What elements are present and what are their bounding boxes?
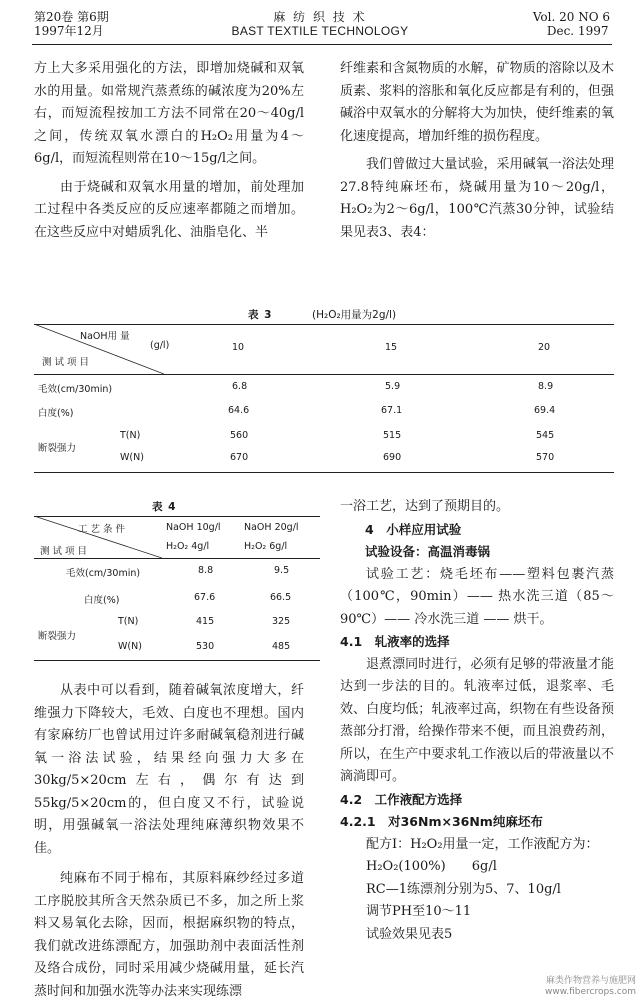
paragraph: 一浴工艺，达到了预期目的。 <box>340 499 510 514</box>
table3-row-label: 断裂强力 <box>38 443 77 454</box>
subsection-heading: 4.1 轧液率的选择 <box>340 634 450 649</box>
table4-row-label: 断裂强力 <box>38 631 77 642</box>
paragraph: 纤维素和含氮物质的水解，矿物质的溶除以及木质素、浆料的溶胀和氧化反应都是有利的，但强碱浴中双氧水的分解将大为加快，使纤维素的氧化速度提高，增加纤维的损伤程度。 <box>340 61 614 144</box>
left-column-top <box>34 58 304 244</box>
table4-corner-bottom: 测 试 项 目 <box>40 546 88 557</box>
table4-col-header: NaOH 20g/l <box>244 522 299 533</box>
table3-cell: 69.4 <box>534 405 556 416</box>
table3-col-header: 20 <box>538 342 551 353</box>
subsection-heading: 4.2 工作液配方选择 <box>340 791 463 807</box>
paragraph: 从表中可以看到，随着碱氧浓度增大，纤维强力下降较大，毛效、白度也不理想。国内有家麻纺厂也曾试用过许多耐碱氧稳剂进行碱氧一浴法试验，结果经向强力大多在30kg/5×20cm左右，偶尔有达到55kg/5×20cm的，但白度又不行，试验说明，用强碱氧一浴法处理纯麻薄织物效果不佳。 <box>34 683 304 856</box>
table4-cell: 67.6 <box>194 592 216 603</box>
issue-date: 1997年12月 <box>34 24 104 38</box>
paragraph: 由于烧碱和双氧水用量的增加，前处理加工过程中各类反应的反应速率都随之而增加。在这些反应中对蜡质乳化、油脂皂化、半 <box>34 179 304 240</box>
table3-header-rule <box>34 374 614 375</box>
table3-cell: 570 <box>536 452 555 463</box>
paragraph: 纯麻布不同于棉布，其原料麻纱经过多道工序脱胶其所含天然杂质已不多，加之所上浆料又易氧化去除，因而，根据麻织物的特点，我们就改进练漂配方，加强助剂中表面活性剂及络合成份，同时采用减少烧碱用量，延长汽蒸时间和加强水洗等办法来实现练漂 <box>34 871 304 999</box>
formula-line: RC—1练漂剂分别为5、7、10g/l <box>366 881 561 897</box>
paragraph: 我们曾做过大量试验，采用碱氧一浴法处理27.8特纯麻坯布，烧碱用量为10～20g/l，H₂O₂为2～6g/l，100℃汽蒸30分钟，试验结果见表3、表4： <box>340 157 614 240</box>
table3-col-header: 10 <box>232 342 245 353</box>
table4-cell: 66.5 <box>270 592 292 603</box>
table4-corner-top: 工 艺 条 件 <box>78 524 126 535</box>
right-column-top <box>340 58 614 244</box>
table3-row-label: 白度(%) <box>38 408 74 419</box>
table3-cell: 545 <box>536 430 555 441</box>
table4-cell: 530 <box>196 641 215 652</box>
table3-note: (H₂O₂用量为2g/l) <box>312 309 397 321</box>
right-column-bottom <box>340 496 614 946</box>
subsection-heading: 4.2.1 对36Nm×36Nm纯麻坯布 <box>340 814 543 829</box>
table3-cell: 515 <box>383 430 402 441</box>
table3-row-label: 毛效(cm/30min) <box>38 384 113 395</box>
table3-col-header: 15 <box>385 342 398 353</box>
paragraph: 退煮漂同时进行，必须有足够的带液量才能达到一步法的目的。轧液率过低，退浆率、毛效、白度均低；轧液率过高，织物在有些设备预蒸部分打滑，给操作带来不便，而且浪费药剂，所以，在生产中要求轧工作液以后的带液量以不滴淌即可。 <box>340 656 614 784</box>
date-en: Dec. 1997 <box>546 24 609 38</box>
table3-bottom-rule <box>34 472 614 473</box>
table4-col-header: H₂O₂ 6g/l <box>244 541 288 552</box>
header-rule <box>32 44 612 45</box>
left-column-bottom <box>34 680 304 1003</box>
table3-cell: 67.1 <box>381 405 403 416</box>
table4-sub-label: T(N) <box>118 616 139 627</box>
table4-sub-label: W(N) <box>118 641 142 652</box>
table4-cell: 485 <box>272 641 291 652</box>
table4-cell: 8.8 <box>198 565 214 576</box>
table3-corner-unit: (g/l) <box>150 340 170 351</box>
table3-caption: 表 3 <box>248 309 273 321</box>
table4-col-header: H₂O₂ 4g/l <box>166 541 210 552</box>
process-line: 试验工艺：烧毛坯布——塑料包裹汽蒸（100℃，90min）—— 热水洗三道（85～90℃）—— 冷水洗三道 —— 烘干。 <box>340 566 614 627</box>
table4-caption: 表 4 <box>152 501 177 513</box>
issue-info-en <box>533 10 610 38</box>
formula-line: 配方Ⅰ：H₂O₂用量一定，工作液配方为： <box>366 836 599 852</box>
table4-row-label: 毛效(cm/30min) <box>66 568 141 579</box>
paragraph: 方上大多采用强化的方法，即增加烧碱和双氧水的用量。如常规汽蒸煮练的碱浓度为20%左右，而短流程按加工方法不同常在20～40g/l之间，传统双氧水漂白的H₂O₂用量为4～6g/l，而短流程则常在10～15g/l之间。 <box>34 61 304 166</box>
journal-title-cn: 麻 纺 织 技 术 <box>273 10 367 24</box>
table4-bottom-rule <box>34 660 320 661</box>
table3-cell: 670 <box>230 452 249 463</box>
journal-title-en: BAST TEXTILE TECHNOLOGY <box>231 24 409 38</box>
table3-cell: 560 <box>230 430 249 441</box>
table3-cell: 5.9 <box>385 381 401 392</box>
volume-issue: 第20卷 第6期 <box>34 10 109 24</box>
section-heading: 4 小样应用试验 <box>365 521 462 537</box>
table3-cell: 8.9 <box>538 381 554 392</box>
table3-cell: 6.8 <box>232 381 248 392</box>
formula-line: H₂O₂(100%) 6g/l <box>366 859 497 874</box>
table4-cell: 415 <box>196 616 215 627</box>
table3-cell: 64.6 <box>228 405 250 416</box>
watermark-text: 麻类作物营养与施肥网 <box>545 976 636 986</box>
table4-cell: 325 <box>272 616 291 627</box>
formula-line: 调节PH至10～11 <box>366 904 472 919</box>
equipment-line: 试验设备：高温消毒锅 <box>365 544 491 559</box>
table4-row-label: 白度(%) <box>84 595 120 606</box>
formula-line: 试验效果见表5 <box>366 926 453 942</box>
table3-sub-label: W(N) <box>120 452 144 463</box>
table3-corner-bottom: 测 试 项 目 <box>42 357 90 368</box>
watermark-url: www.fibercrops.com <box>545 987 636 997</box>
table3-sub-label: T(N) <box>120 430 141 441</box>
table3-cell: 690 <box>383 452 402 463</box>
table4-cell: 9.5 <box>274 565 290 576</box>
table4-col-header: NaOH 10g/l <box>166 522 221 533</box>
table3-corner-top: NaOH用 量 <box>80 331 130 342</box>
table4-header-rule <box>34 558 320 559</box>
volume-en: Vol. 20 NO 6 <box>532 10 610 24</box>
journal-header <box>0 0 640 44</box>
watermark <box>545 976 636 998</box>
